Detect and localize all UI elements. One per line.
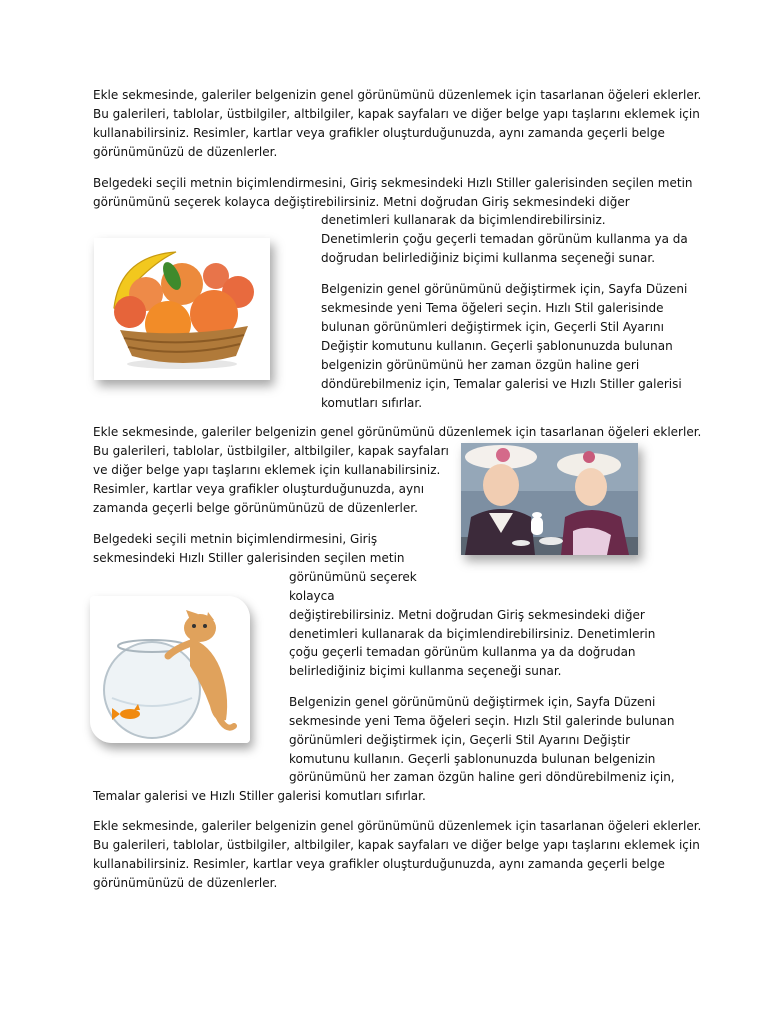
text-line: Belgenizin genel görünümünü değiştirmek için, Sayfa Düzeni bbox=[289, 695, 656, 709]
text-line: döndürebilmeniz için, Temalar galerisi ve Hızlı Stiller galerisi bbox=[321, 377, 682, 391]
text-line: Temalar galerisi ve Hızlı Stiller galerisi komutları sıfırlar. bbox=[93, 789, 426, 803]
text-line: sekmesinde yeni Tema öğeleri seçin. Hızlı Stil galerisinde bbox=[321, 301, 664, 315]
girls-tea-party-image bbox=[461, 443, 638, 555]
text-line: sekmesinde yeni Tema öğeleri seçin. Hızlı Stil galerinde bulunan bbox=[289, 714, 675, 728]
text-line: kullanabilirsiniz. Resimler, kartlar veya grafikler oluşturduğunuzda, aynı zamanda geçerli belge bbox=[93, 857, 665, 871]
text-line: ve diğer belge yapı taşlarını eklemek için kullanabilirsiniz. bbox=[93, 463, 441, 477]
text-line: Belgedeki seçili metnin biçimlendirmesini, Giriş sekmesindeki Hızlı Stiller galerisinden seçilen metin bbox=[93, 176, 693, 190]
text-line: bulunan görünümleri değiştirmek için, Geçerli Stil Ayarını bbox=[321, 320, 664, 334]
fruit-basket-image bbox=[94, 238, 270, 380]
text-line: görünümleri değiştirmek için, Geçerli Stil Ayarını Değiştir bbox=[289, 733, 631, 747]
text-line: görünümünüzü de düzenlerler. bbox=[93, 876, 278, 890]
text-line: görünümünüzü de düzenlerler. bbox=[93, 145, 278, 159]
text-line: denetimleri kullanarak da biçimlendirebilirsiniz. Denetimlerin bbox=[289, 627, 656, 641]
text-line: Ekle sekmesinde, galeriler belgenizin genel görünümünü düzenlemek için tasarlanan öğeleri eklerler. bbox=[93, 425, 702, 439]
text-line: komutları sıfırlar. bbox=[321, 396, 423, 410]
text-line: Denetimlerin çoğu geçerli temadan görünüm kullanma ya da bbox=[321, 232, 688, 246]
text-line: komutunu kullanın. Geçerli şablonunuzda bulunan belgenizin bbox=[289, 752, 656, 766]
text-line: kolayca bbox=[289, 589, 335, 603]
text-line: zamanda geçerli belge görünümünüzü de düzenlerler. bbox=[93, 501, 418, 515]
text-line: Ekle sekmesinde, galeriler belgenizin genel görünümünü düzenlemek için tasarlanan öğeleri eklerler. bbox=[93, 88, 702, 102]
text-line: görünümünü seçerek kolayca değiştirebilirsiniz. Metni doğrudan Giriş sekmesindeki diğer bbox=[93, 195, 630, 209]
text-line: çoğu geçerli temadan görünüm kullanma ya da doğrudan bbox=[289, 645, 636, 659]
text-line: denetimleri kullanarak da biçimlendirebilirsiniz. bbox=[321, 213, 606, 227]
text-line: Belgedeki seçili metnin biçimlendirmesini, Giriş bbox=[93, 532, 378, 546]
text-line: Bu galerileri, tablolar, üstbilgiler, altbilgiler, kapak sayfaları ve diğer belge yapı taşlarını eklemek için bbox=[93, 107, 700, 121]
text-line: belgenizin görünümünü her zaman özgün haline geri bbox=[321, 358, 640, 372]
text-line: görünümünü her zaman özgün haline geri döndürebilmeniz için, bbox=[289, 770, 675, 784]
text-line: değiştirebilirsiniz. Metni doğrudan Giriş sekmesindeki diğer bbox=[289, 608, 645, 622]
text-line: doğrudan belirlediğiniz biçimi kullanma seçeneği sunar. bbox=[321, 251, 656, 265]
text-line: Bu galerileri, tablolar, üstbilgiler, altbilgiler, kapak sayfaları ve diğer belge yapı taşlarını eklemek için bbox=[93, 838, 700, 852]
text-line: görünümünü seçerek bbox=[289, 570, 417, 584]
text-line: kullanabilirsiniz. Resimler, kartlar veya grafikler oluşturduğunuzda, aynı zamanda geçerli belge bbox=[93, 126, 665, 140]
text-line: Belgenizin genel görünümünü değiştirmek için, Sayfa Düzeni bbox=[321, 282, 688, 296]
text-line: belirlediğiniz biçimi kullanma seçeneği sunar. bbox=[289, 664, 562, 678]
text-line: Resimler, kartlar veya grafikler oluşturduğunuzda, aynı bbox=[93, 482, 425, 496]
kitten-fishbowl-image bbox=[90, 596, 250, 743]
text-line: Bu galerileri, tablolar, üstbilgiler, altbilgiler, kapak sayfaları bbox=[93, 444, 449, 458]
text-line: Ekle sekmesinde, galeriler belgenizin genel görünümünü düzenlemek için tasarlanan öğeleri eklerler. bbox=[93, 819, 702, 833]
text-line: Değiştir komutunu kullanın. Geçerli şablonunuzda bulunan bbox=[321, 339, 673, 353]
text-line: sekmesindeki Hızlı Stiller galerisinden seçilen metin bbox=[93, 551, 405, 565]
